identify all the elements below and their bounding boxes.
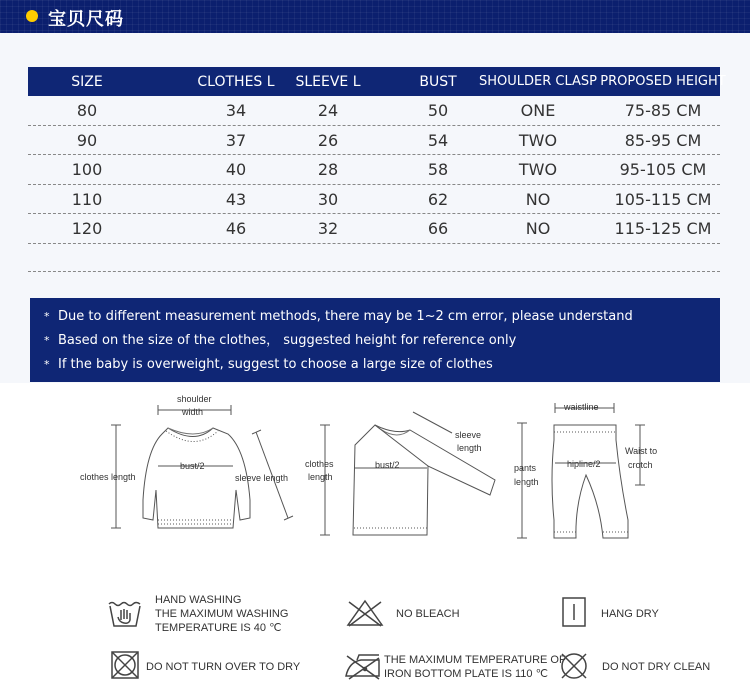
label-sleeve-length: length — [457, 443, 482, 453]
hand-wash-icon — [107, 598, 143, 632]
sweater-diagram — [78, 390, 303, 540]
header-proposed-height: PROPOSED HEIGHT — [600, 73, 726, 89]
label-length: length — [514, 477, 539, 487]
cell-bust: 58 — [427, 160, 449, 179]
label-waist-to: Waist to — [625, 446, 658, 456]
header-bust: BUST — [419, 73, 457, 90]
no-tumble-dry-icon — [110, 650, 140, 684]
cell-sleeve: 30 — [317, 189, 339, 209]
pants-diagram — [510, 390, 670, 545]
raglan-shirt-illustration-icon — [305, 390, 505, 540]
note-text: Due to different measurement methods, there may be 1~2 cm error, please understand — [58, 309, 633, 324]
cell-bust: 54 — [427, 130, 449, 150]
header-shoulder-clasp: SHOULDER CLASP — [478, 73, 597, 89]
care-hand-wash — [155, 593, 288, 635]
label-bust: bust/2 — [375, 460, 400, 470]
care-no-dry-clean: DO NOT DRY CLEAN — [602, 661, 711, 673]
header-size: SIZE — [71, 73, 103, 90]
table-row — [28, 126, 720, 156]
cell-clothes: 46 — [225, 219, 247, 238]
asterisk-icon: * — [44, 334, 50, 347]
care-hang-dry: HANG DRY — [601, 608, 659, 620]
hang-dry-icon — [561, 596, 587, 632]
table-empty-row — [28, 244, 720, 272]
cell-height: 105-115 CM — [614, 189, 712, 209]
cell-sleeve: 32 — [317, 219, 339, 238]
iron-icon — [343, 652, 383, 684]
cell-clothes: 34 — [225, 101, 247, 120]
cell-clothes: 40 — [225, 160, 247, 179]
care-text-line: IRON BOTTOM PLATE IS 110 ℃ — [384, 668, 548, 680]
note-item — [30, 356, 720, 380]
table-row — [28, 96, 720, 126]
care-text-line: THE MAXIMUM WASHING — [155, 608, 289, 620]
cell-sleeve: 26 — [317, 130, 339, 150]
cell-clothes: 37 — [225, 130, 247, 150]
label-crotch: crotch — [628, 460, 653, 470]
care-no-bleach: NO BLEACH — [396, 608, 460, 620]
asterisk-icon: * — [44, 310, 50, 323]
cell-bust: 66 — [427, 219, 449, 238]
cell-height: 75-85 CM — [624, 101, 702, 120]
label-clothes-length: clothes length — [80, 472, 136, 482]
cell-height: 115-125 CM — [614, 219, 712, 238]
cell-sleeve: 28 — [317, 160, 339, 179]
cell-shoulder: TWO — [518, 160, 558, 179]
cell-size: 110 — [71, 189, 103, 209]
cell-sleeve: 24 — [317, 101, 339, 120]
note-text: Based on the size of the clothes， suggested height for reference only — [58, 333, 517, 348]
label-pants: pants — [514, 463, 537, 473]
care-text-line: THE MAXIMUM TEMPERATURE OF — [384, 654, 566, 666]
cell-shoulder: ONE — [520, 101, 556, 120]
cell-clothes: 43 — [225, 189, 247, 209]
label-length: length — [308, 472, 333, 482]
header-clothes-length: CLOTHES L — [197, 73, 275, 90]
asterisk-icon: * — [44, 358, 50, 371]
care-no-tumble: DO NOT TURN OVER TO DRY — [146, 661, 301, 673]
note-text: If the baby is overweight, suggest to choose a large size of clothes — [58, 357, 493, 372]
table-row — [28, 185, 720, 215]
care-text-line: HAND WASHING — [155, 594, 242, 606]
label-waistline: waistline — [564, 402, 599, 412]
table-row — [28, 214, 720, 244]
bullet-dot-icon — [26, 10, 38, 22]
cell-size: 80 — [76, 101, 98, 120]
notes-box — [30, 298, 720, 382]
cell-height: 85-95 CM — [624, 130, 702, 150]
header-sleeve-length: SLEEVE L — [295, 73, 361, 90]
cell-size: 120 — [71, 219, 103, 238]
care-text-line: TEMPERATURE IS 40 ℃ — [155, 622, 282, 634]
cell-height: 95-105 CM — [619, 160, 707, 179]
section-header — [0, 0, 750, 33]
note-item — [30, 332, 720, 356]
size-table — [28, 67, 726, 272]
cell-bust: 50 — [427, 101, 449, 120]
raglan-diagram — [305, 390, 505, 540]
label-sleeve: sleeve — [455, 430, 482, 440]
label-hipline: hipline/2 — [567, 459, 601, 469]
care-iron — [384, 653, 566, 681]
cell-shoulder: TWO — [518, 130, 558, 150]
label-shoulder: shoulder — [177, 394, 212, 404]
label-clothes: clothes — [305, 459, 334, 469]
cell-shoulder: NO — [525, 219, 551, 238]
cell-shoulder: NO — [525, 189, 551, 209]
label-sleeve-length: sleeve length — [235, 473, 289, 483]
section-title: 宝贝尺码 — [48, 9, 124, 30]
table-header — [28, 67, 726, 96]
cell-size: 90 — [76, 130, 98, 150]
cell-bust: 62 — [427, 189, 449, 209]
label-bust: bust/2 — [180, 461, 205, 471]
label-width: width — [182, 407, 204, 417]
table-row — [28, 155, 720, 185]
cell-size: 100 — [71, 160, 103, 179]
no-bleach-icon — [345, 598, 385, 632]
no-dry-clean-icon — [559, 651, 589, 684]
note-item — [30, 308, 720, 332]
